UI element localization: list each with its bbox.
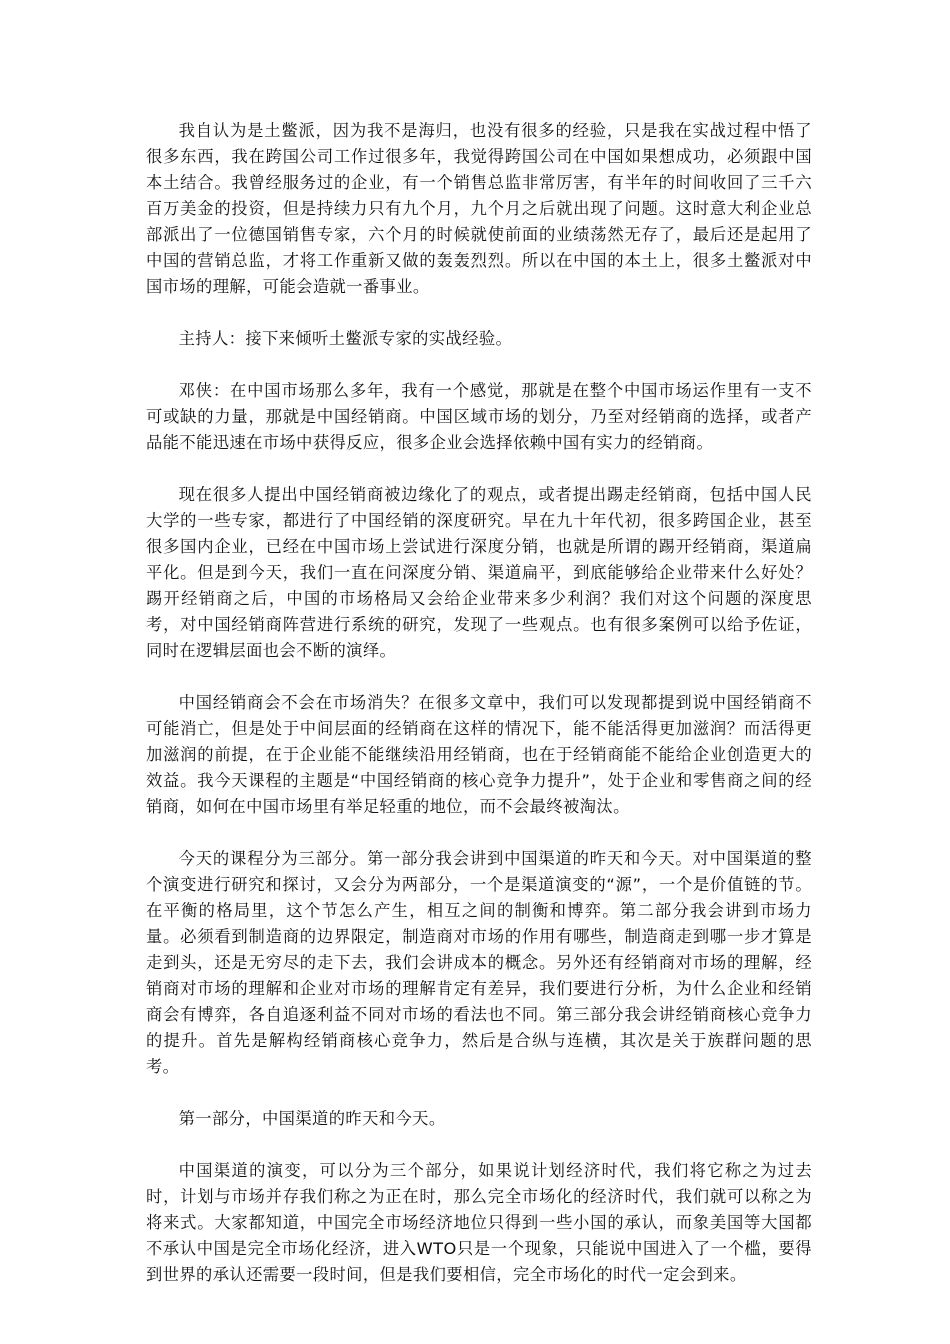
paragraph-channel-evolution: 中国渠道的演变，可以分为三个部分，如果说计划经济时代，我们将它称之为过去时，计划与市场并存我们称之为正在时，那么完全市场化的经济时代，我们就可以称之为将来式。大家都知道，中国完全市场经济地位只得到一些小国的承认，而象美国等大国都不承认中国是完全市场化经济，进入WTO只是一个现象，只能说中国进入了一个槛，要得到世界的承认还需要一段时间，但是我们要相信，完全市场化的时代一定会到来。 [146, 1161, 812, 1284]
document-body [146, 118, 812, 1314]
paragraph-marginalization: 现在很多人提出中国经销商被边缘化了的观点，或者提出踢走经销商，包括中国人民大学的一些专家，都进行了中国经销的深度研究。早在九十年代初，很多跨国企业，甚至很多国内企业，已经在中国市场上尝试进行深度分销，也就是所谓的踢开经销商，渠道扁平化。但是到今天，我们一直在问深度分销、渠道扁平，到底能够给企业带来什么好处？踢开经销商之后，中国的市场格局又会给企业带来多少利润？我们对这个问题的深度思考，对中国经销商阵营进行系统的研究，发现了一些观点。也有很多案例可以给予佐证，同时在逻辑层面也会不断的演绎。 [146, 485, 812, 660]
paragraph-host-remark: 主持人：接下来倾听土鳖派专家的实战经验。 [178, 329, 513, 348]
paragraph-part-one-heading: 第一部分，中国渠道的昨天和今天。 [178, 1109, 446, 1128]
paragraph-dengxia-distributors: 邓侠：在中国市场那么多年，我有一个感觉，那就是在整个中国市场运作里有一支不可或缺的力量，那就是中国经销商。中国区域市场的划分，乃至对经销商的选择，或者产品能不能迅速在市场中获得反应，很多企业会选择依赖中国有实力的经销商。 [146, 381, 812, 452]
paragraph-intro-tubiepai: 我自认为是土鳖派，因为我不是海归，也没有很多的经验，只是我在实战过程中悟了很多东西，我在跨国公司工作过很多年，我觉得跨国公司在中国如果想成功，必须跟中国本土结合。我曾经服务过的企业，有一个销售总监非常厉害，有半年的时间收回了三千六百万美金的投资，但是持续力只有九个月，九个月之后就出现了问题。这时意大利企业总部派出了一位德国销售专家，六个月的时候就使前面的业绩荡然无存了，最后还是起用了中国的营销总监，才将工作重新又做的轰轰烈烈。所以在中国的本土上，很多土鳖派对中国市场的理解，可能会造就一番事业。 [146, 121, 812, 296]
paragraph-will-distributors-vanish: 中国经销商会不会在市场消失？在很多文章中，我们可以发现都提到说中国经销商不可能消亡，但是处于中间层面的经销商在这样的情况下，能不能活得更加滋润？而活得更加滋润的前提，在于企业能不能继续沿用经销商，也在于经销商能不能给企业创造更大的效益。我今天课程的主题是“中国经销商的核心竞争力提升”，处于企业和零售商之间的经销商，如何在中国市场里有举足轻重的地位，而不会最终被淘汰。 [146, 693, 812, 816]
paragraph-course-outline: 今天的课程分为三部分。第一部分我会讲到中国渠道的昨天和今天。对中国渠道的整个演变进行研究和探讨，又会分为两部分，一个是渠道演变的“源”，一个是价值链的节。在平衡的格局里，这个节怎么产生，相互之间的制衡和博弈。第二部分我会讲到市场力量。必须看到制造商的边界限定，制造商对市场的作用有哪些，制造商走到哪一步才算是走到头，还是无穷尽的走下去，我们会讲成本的概念。另外还有经销商对市场的理解，经销商对市场的理解和企业对市场的理解肯定有差异，我们要进行分析，为什么企业和经销商会有博弈，各自追逐利益不同对市场的看法也不同。第三部分我会讲经销商核心竞争力的提升。首先是解构经销商核心竞争力，然后是合纵与连横，其次是关于族群问题的思考。 [146, 849, 812, 1076]
